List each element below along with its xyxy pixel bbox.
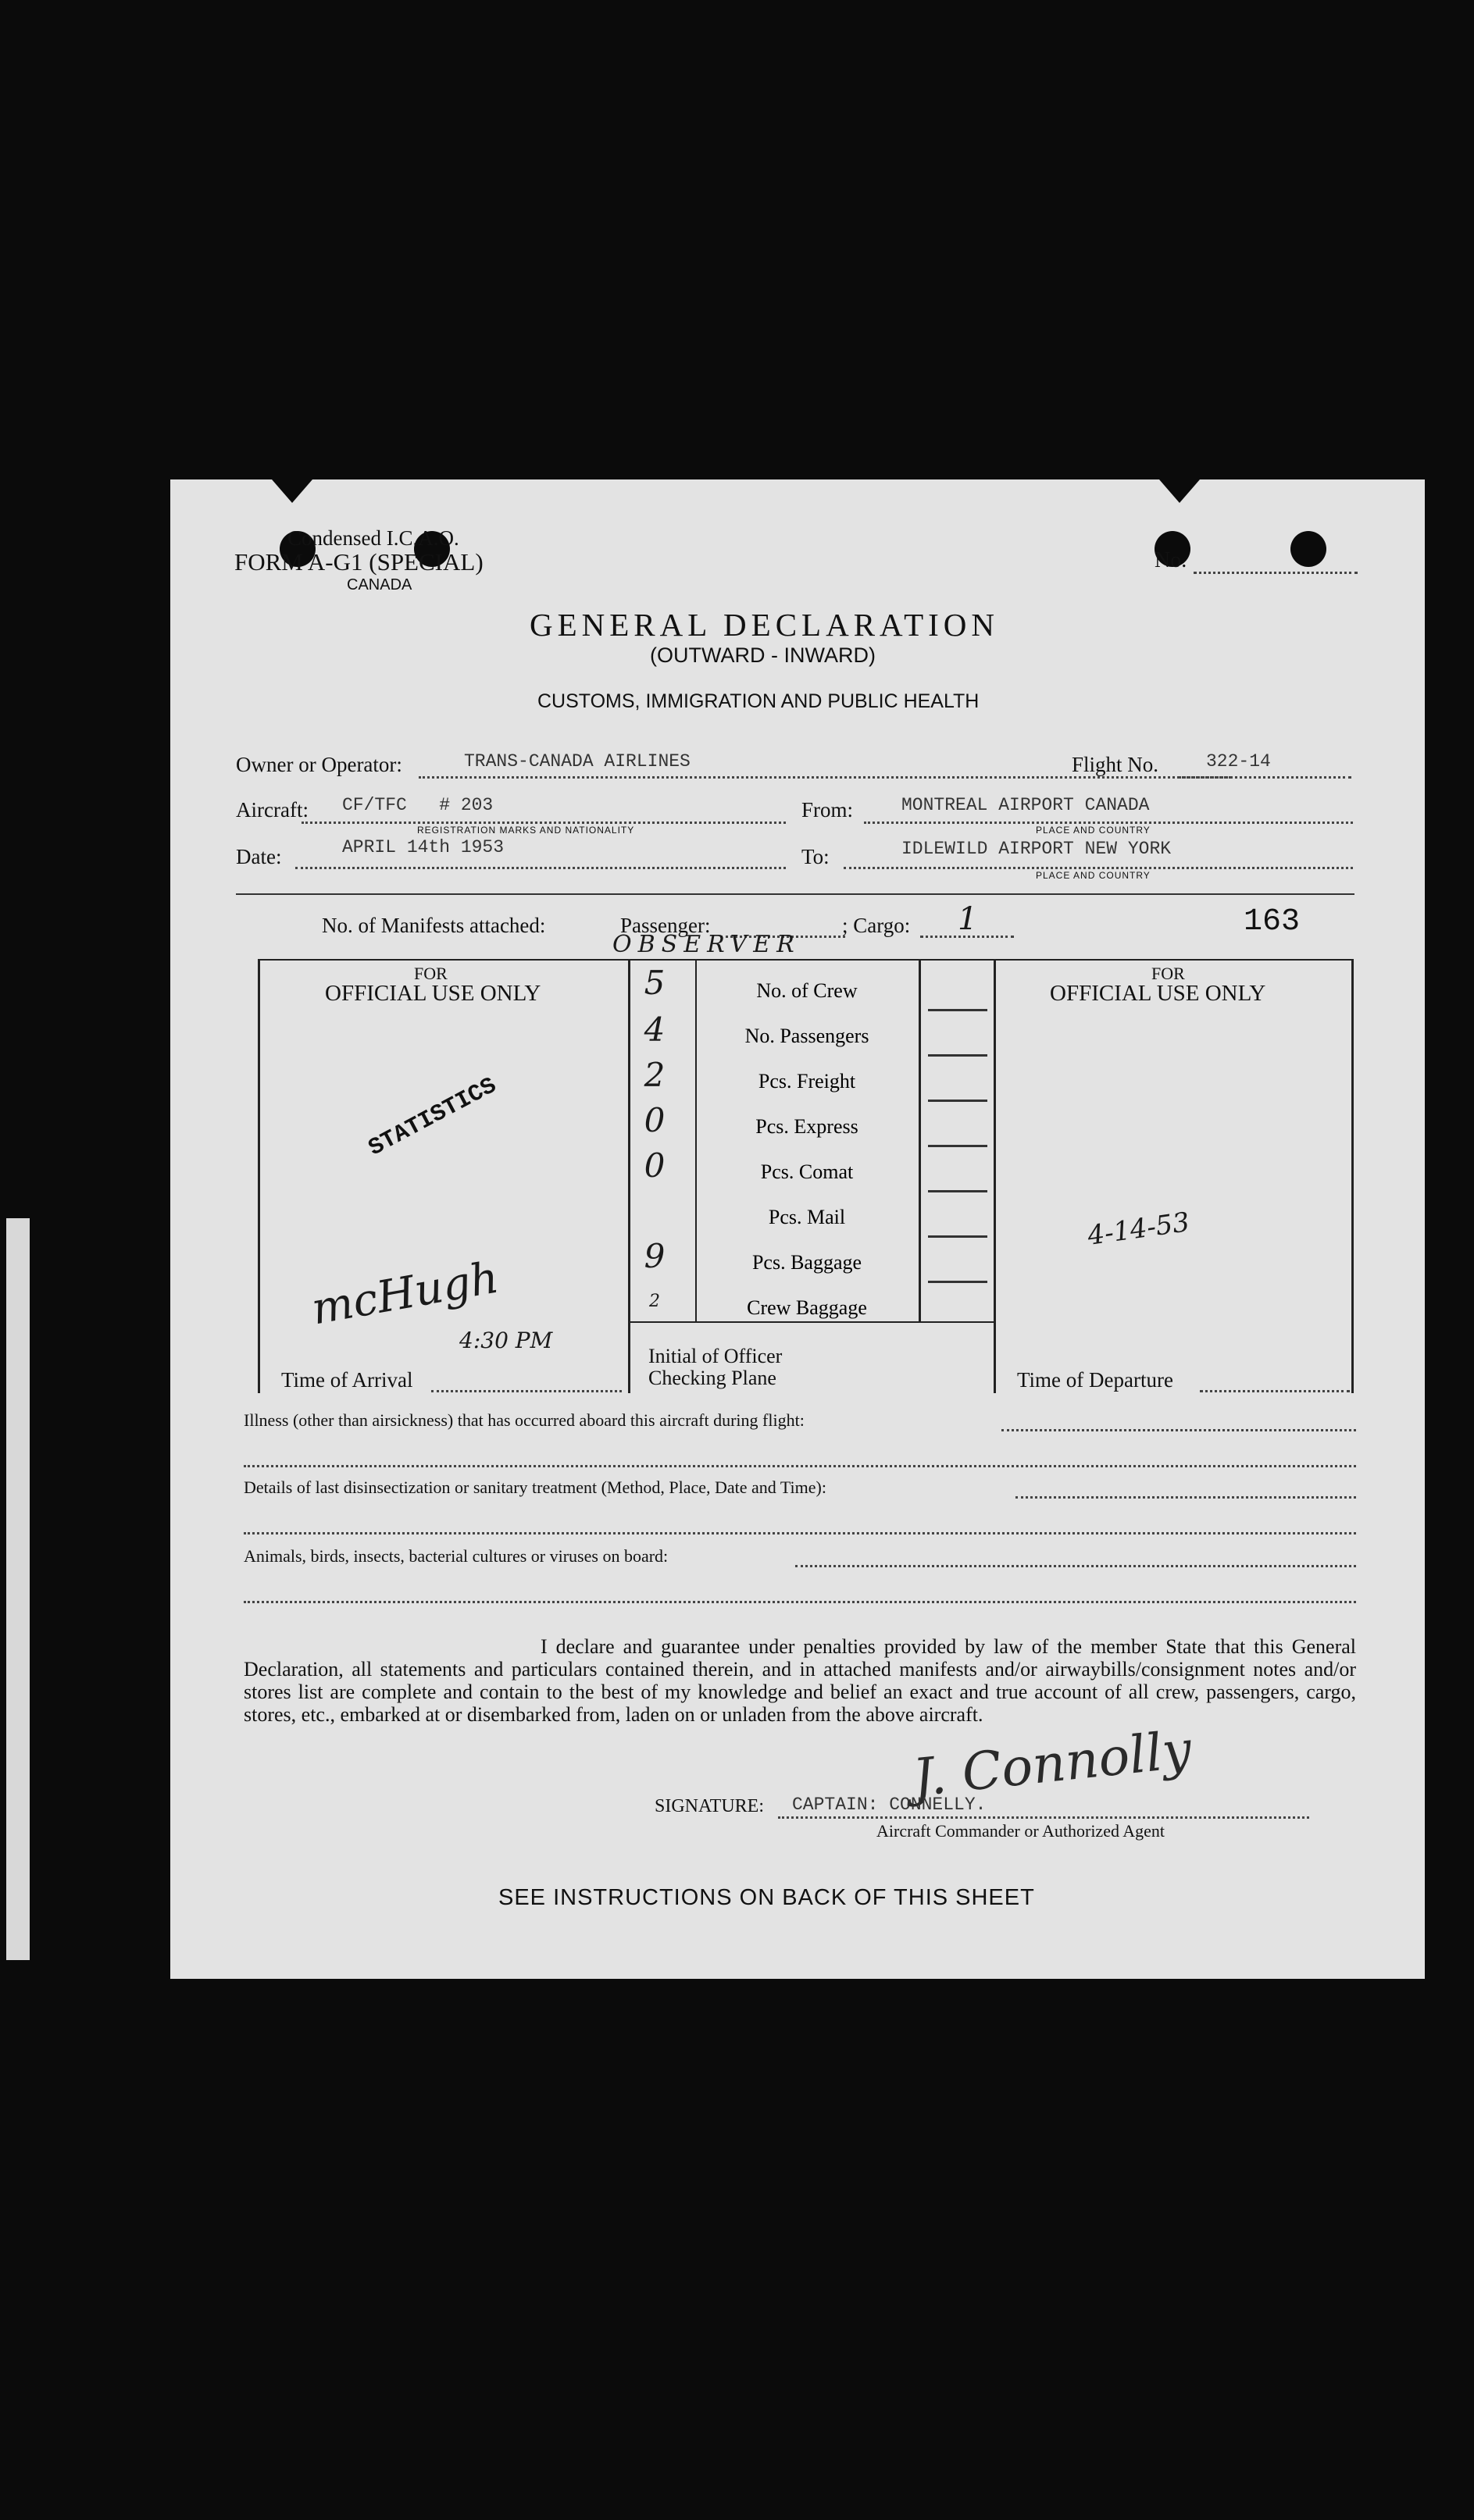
form-title: GENERAL DECLARATION [530, 607, 1000, 643]
arrival-time-line [431, 1390, 622, 1392]
count-underline [928, 1235, 987, 1238]
center-right-border [994, 959, 996, 1393]
from-caption: PLACE AND COUNTRY [1036, 825, 1151, 836]
paper-notch [272, 479, 312, 503]
left-official-heading-2: OFFICIAL USE ONLY [325, 981, 541, 1006]
illness-line-2 [244, 1465, 1356, 1467]
animals-label: Animals, birds, insects, bacterial cultures or viruses on board: [244, 1546, 669, 1566]
initial-officer-line-1: Initial of Officer [648, 1345, 783, 1367]
disinsectization-line-2 [244, 1532, 1356, 1534]
count-label: Pcs. Express [755, 1115, 858, 1138]
count-label: No. Passengers [744, 1025, 869, 1047]
departure-time-label: Time of Departure [1017, 1368, 1173, 1392]
table-right-border [1351, 959, 1354, 1393]
punch-hole [1290, 531, 1326, 567]
count-value: 2 [649, 1292, 660, 1311]
count-underline [928, 1054, 987, 1057]
disinsectization-label: Details of last disinsectization or sanitary treatment (Method, Place, Date and Time): [244, 1477, 826, 1497]
to-line [844, 867, 1353, 869]
illness-line [1001, 1429, 1356, 1431]
count-value: 0 [644, 1146, 666, 1185]
passenger-label: Passenger: [620, 914, 711, 937]
departure-time-line [1200, 1390, 1350, 1392]
cargo-value: 1 [958, 901, 978, 937]
flight-value: 322-14 [1206, 751, 1271, 772]
signature-line [778, 1816, 1309, 1819]
counts-bottom-line [628, 1321, 995, 1323]
count-label: Pcs. Freight [758, 1070, 856, 1092]
initial-officer-line-2: Checking Plane [648, 1367, 776, 1389]
form-line-1: Condensed I.C.A.O. [287, 526, 459, 550]
from-value: MONTREAL AIRPORT CANADA [901, 795, 1150, 815]
count-underline [928, 1009, 987, 1011]
signature-caption: Aircraft Commander or Authorized Agent [876, 1821, 1165, 1841]
statistics-stamp: STATISTICS [364, 1072, 501, 1163]
to-value: IDLEWILD AIRPORT NEW YORK [901, 839, 1172, 859]
flight-line [1178, 776, 1351, 779]
aircraft-line [302, 822, 786, 824]
count-value: 0 [644, 1101, 666, 1139]
count-underline [928, 1281, 987, 1283]
from-label: From: [801, 798, 854, 822]
declaration-form [170, 479, 1425, 1979]
number-label: No. [1155, 548, 1187, 572]
count-underline [928, 1145, 987, 1147]
flight-label: Flight No. [1072, 753, 1159, 776]
declaration-text: I declare and guarantee under penalties provided by law of the member State that this General Declaration, all statements and particulars contained therein, and in attached manifests and/or airwaybills/consignment notes and/or stores list are complete and contain to the best of my knowledge and belief an exact and true account of all crew, passengers, cargo, stores, etc., embarked at or disembarked from, laden on or unladen from the above aircraft. [244, 1635, 1356, 1726]
departure-handwritten-date: 4-14-53 [1085, 1207, 1192, 1252]
cargo-label: ; Cargo: [842, 914, 911, 937]
owner-label: Owner or Operator: [236, 753, 402, 776]
table-left-border [258, 959, 260, 1393]
to-caption: PLACE AND COUNTRY [1036, 870, 1151, 881]
value-column-border [919, 959, 921, 1323]
manifests-label: No. of Manifests attached: [322, 914, 546, 937]
count-label: Pcs. Baggage [751, 1251, 862, 1274]
count-column-border [695, 959, 697, 1323]
illness-label: Illness (other than airsickness) that has occurred aboard this aircraft during flight: [244, 1410, 805, 1430]
form-line-3: CANADA [347, 576, 412, 593]
table-top [258, 959, 1353, 961]
right-official-heading-2: OFFICIAL USE ONLY [1050, 981, 1266, 1006]
count-label: No. of Crew [756, 979, 858, 1002]
aircraft-label: Aircraft: [236, 798, 309, 822]
left-official-heading-1: FOR [414, 964, 448, 983]
form-department: CUSTOMS, IMMIGRATION AND PUBLIC HEALTH [537, 690, 980, 712]
disinsectization-line [1015, 1496, 1356, 1499]
arrival-initials: mcHugh [308, 1252, 503, 1335]
paper-notch [1159, 479, 1200, 503]
date-value: APRIL 14th 1953 [342, 837, 505, 857]
header-divider [236, 893, 1354, 895]
owner-value: TRANS-CANADA AIRLINES [464, 751, 691, 772]
number-line [1194, 572, 1358, 574]
arrival-time-label: Time of Arrival [281, 1368, 413, 1392]
from-line [864, 822, 1353, 824]
form-line-2: FORM A-G1 (SPECIAL) [234, 548, 484, 576]
instructions-footer: SEE INSTRUCTIONS ON BACK OF THIS SHEET [498, 1885, 1035, 1910]
count-underline [928, 1100, 987, 1102]
animals-line-2 [244, 1601, 1356, 1603]
animals-line [795, 1565, 1356, 1567]
date-line [295, 867, 786, 869]
aircraft-caption: REGISTRATION MARKS AND NATIONALITY [417, 825, 635, 836]
to-label: To: [801, 845, 830, 868]
aircraft-value: CF/TFC # 203 [342, 795, 494, 815]
stamp-number: 163 [1244, 904, 1301, 939]
signature-label: SIGNATURE: [655, 1796, 765, 1816]
signature-typed-name: CAPTAIN: CONNELLY. [792, 1795, 987, 1815]
count-value: 9 [644, 1237, 666, 1275]
count-label: Pcs. Comat [760, 1160, 854, 1183]
count-label: Crew Baggage [747, 1296, 867, 1319]
count-value: 5 [644, 964, 666, 1002]
scan-edge [6, 1218, 30, 1960]
form-subtitle: (OUTWARD - INWARD) [650, 643, 876, 667]
center-left-border [628, 959, 630, 1393]
handwritten-signature: J. Connolly [909, 1719, 1194, 1809]
arrival-handwritten-time: 4:30 PM [459, 1328, 553, 1353]
observer-note: OBSERVER [612, 931, 801, 958]
count-value: 4 [644, 1010, 666, 1049]
right-official-heading-1: FOR [1151, 964, 1185, 983]
count-label: Pcs. Mail [768, 1206, 846, 1228]
count-underline [928, 1190, 987, 1192]
count-value: 2 [644, 1056, 666, 1094]
date-label: Date: [236, 845, 282, 868]
